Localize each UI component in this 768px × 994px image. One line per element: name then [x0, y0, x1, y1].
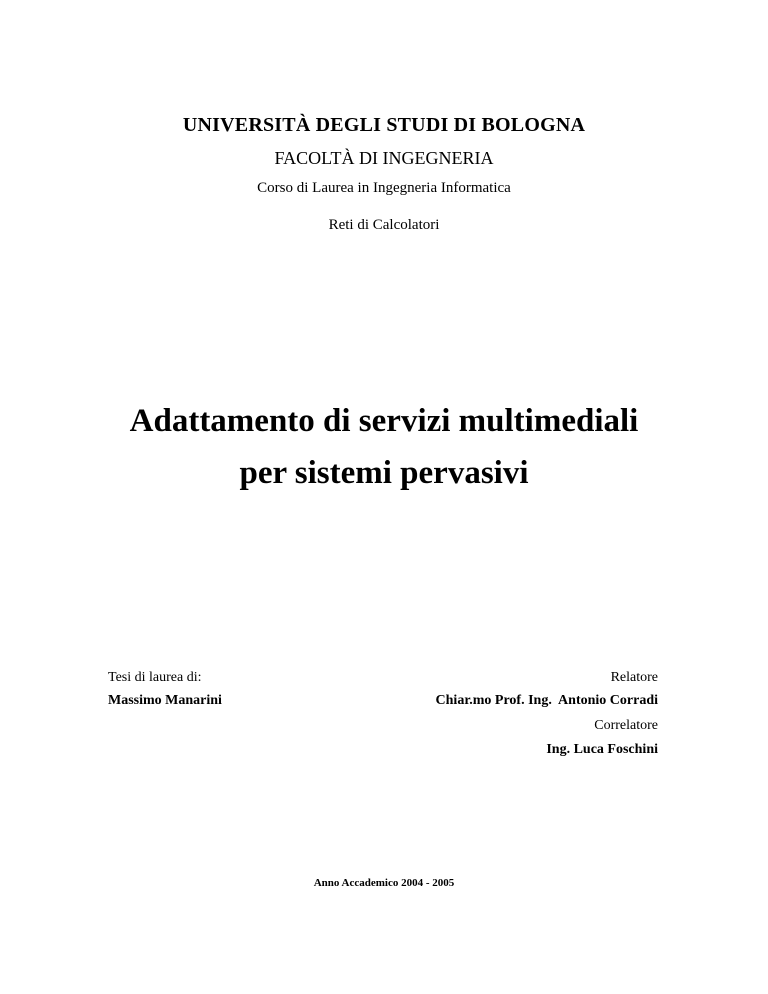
academic-year: Anno Accademico 2004 - 2005 — [313, 877, 455, 889]
candidate-name: Massimo Manarini — [108, 693, 222, 708]
co-supervisor-label: Correlatore — [594, 718, 658, 733]
supervisor-name: Chiar.mo Prof. Ing. Antonio Corradi — [435, 693, 658, 708]
faculty-name: FACOLTÀ DI INGEGNERIA — [274, 148, 494, 168]
supervisor-label: Relatore — [610, 670, 658, 685]
subject-name: Reti di Calcolatori — [328, 217, 440, 233]
degree-course: Corso di Laurea in Ingegneria Informatica — [257, 180, 511, 196]
thesis-title-line-1: Adattamento di servizi multimediali — [129, 403, 639, 439]
co-supervisor-name: Ing. Luca Foschini — [546, 742, 658, 757]
university-name: UNIVERSITÀ DEGLI STUDI DI BOLOGNA — [182, 114, 586, 136]
candidate-label: Tesi di laurea di: — [108, 670, 202, 685]
thesis-title-line-2: per sistemi pervasivi — [239, 455, 529, 491]
